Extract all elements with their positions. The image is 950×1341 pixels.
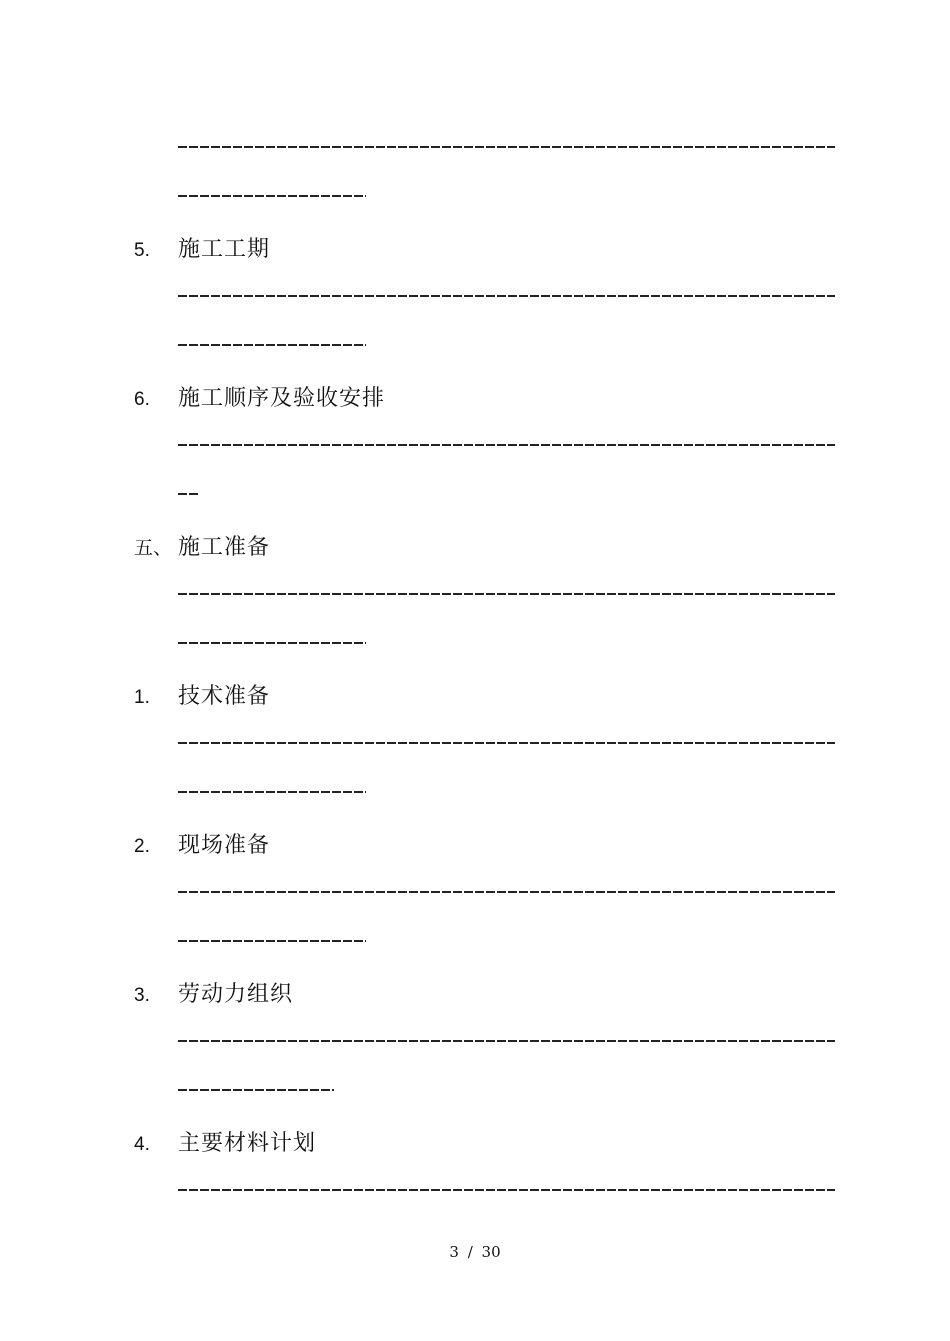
toc-entry[interactable] — [134, 232, 270, 262]
toc-entry-number: 5. — [134, 240, 150, 261]
toc-leader-line — [178, 638, 366, 648]
toc-leader-line — [178, 887, 835, 897]
toc-entry-title: 现场准备 — [178, 833, 271, 858]
toc-entry-title: 施工顺序及验收安排 — [178, 386, 386, 411]
toc-entry-number: 2. — [134, 836, 150, 857]
toc-entry-number: 五、 — [134, 538, 173, 559]
toc-entry[interactable] — [134, 381, 385, 411]
toc-leader-line — [178, 936, 366, 946]
toc-leader-line — [178, 589, 835, 599]
page-number-footer — [0, 1243, 950, 1261]
toc-leader-line — [178, 142, 835, 152]
toc-leader-line — [178, 1036, 835, 1046]
toc-entry-number: 6. — [134, 389, 150, 410]
toc-entry-title: 主要材料计划 — [178, 1131, 317, 1156]
toc-entry-title: 劳动力组织 — [178, 982, 294, 1007]
toc-entry-number: 4. — [134, 1134, 150, 1155]
toc-entry-title: 施工准备 — [178, 535, 271, 560]
toc-leader-line — [178, 787, 366, 797]
toc-leader-line — [178, 489, 200, 499]
toc-leader-line — [178, 1185, 835, 1195]
current-page-number: 3 — [449, 1243, 459, 1261]
toc-leader-line — [178, 291, 835, 301]
toc-entry-number: 3. — [134, 985, 150, 1006]
toc-leader-line — [178, 738, 835, 748]
toc-entry[interactable] — [134, 1126, 316, 1156]
toc-entry[interactable] — [134, 977, 293, 1007]
toc-leader-line — [178, 440, 835, 450]
toc-leader-line — [178, 191, 366, 201]
toc-entry-title: 技术准备 — [178, 684, 271, 709]
toc-entry-title: 施工工期 — [178, 237, 271, 262]
toc-entry-number: 1. — [134, 687, 150, 708]
toc-entry[interactable] — [134, 828, 270, 858]
total-pages-number: 30 — [481, 1243, 501, 1261]
page-separator: / — [467, 1243, 473, 1261]
toc-leader-line — [178, 340, 366, 350]
toc-entry[interactable] — [134, 679, 270, 709]
toc-leader-line — [178, 1085, 334, 1095]
toc-entry[interactable] — [134, 530, 270, 560]
